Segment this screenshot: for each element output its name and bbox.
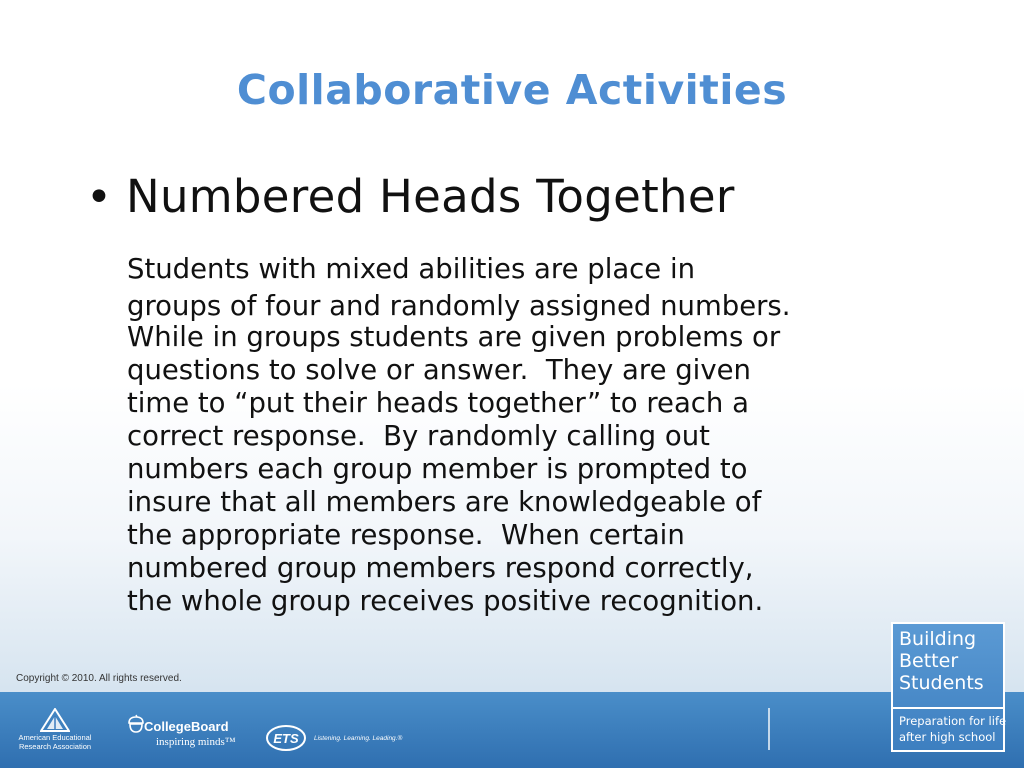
description-line: time to “put their heads together” to reach a [127, 387, 749, 419]
aera-name-line1: American Educational [18, 733, 92, 742]
collegeboard-name: CollegeBoard [144, 719, 229, 734]
bullet-icon: • [86, 172, 112, 223]
description-line: Students with mixed abilities are place in [127, 253, 696, 285]
description-line: questions to solve or answer. They are given [127, 354, 751, 386]
description-line: While in groups students are given problems or [127, 321, 781, 353]
badge-title-line: Building [899, 628, 977, 650]
slide-title: Collaborative Activities [236, 66, 788, 114]
description-line: groups of four and randomly assigned numbers. [127, 290, 791, 322]
bullet-heading: Numbered Heads Together [126, 170, 735, 223]
description-paragraph [127, 253, 987, 618]
badge-title-line: Better [899, 650, 959, 672]
description-line: insure that all members are knowledgeable of [127, 486, 762, 518]
badge-subtitle [899, 713, 1007, 745]
collegeboard-tagline: inspiring minds™ [156, 736, 236, 748]
description-line: the appropriate response. When certain [127, 519, 685, 551]
aera-name-line2: Research Association [18, 741, 92, 751]
footer-divider [768, 708, 770, 750]
description-line: numbered group members respond correctly, [127, 552, 754, 584]
copyright-notice: Copyright © 2010. All rights reserved. [16, 673, 182, 684]
badge-divider [893, 707, 1003, 709]
acorn-logo-icon [126, 714, 146, 734]
badge-subtitle-line: after high school [899, 730, 996, 744]
badge-title [899, 628, 1003, 694]
description-line: the whole group receives positive recognition. [127, 585, 764, 617]
ets-mark: ETS [273, 731, 299, 746]
bullet-item [86, 170, 735, 223]
description-line: correct response. By randomly calling out [127, 420, 710, 452]
badge-title-line: Students [899, 672, 984, 694]
ets-tagline: Listening. Learning. Leading.® [314, 735, 403, 742]
aera-logo [12, 708, 98, 760]
description-line: numbers each group member is prompted to [127, 453, 748, 485]
aera-triangle-logo-icon [40, 708, 70, 732]
ets-logo-icon [265, 724, 307, 752]
badge-subtitle-line: Preparation for life [899, 714, 1007, 728]
building-better-students-badge [891, 622, 1005, 752]
